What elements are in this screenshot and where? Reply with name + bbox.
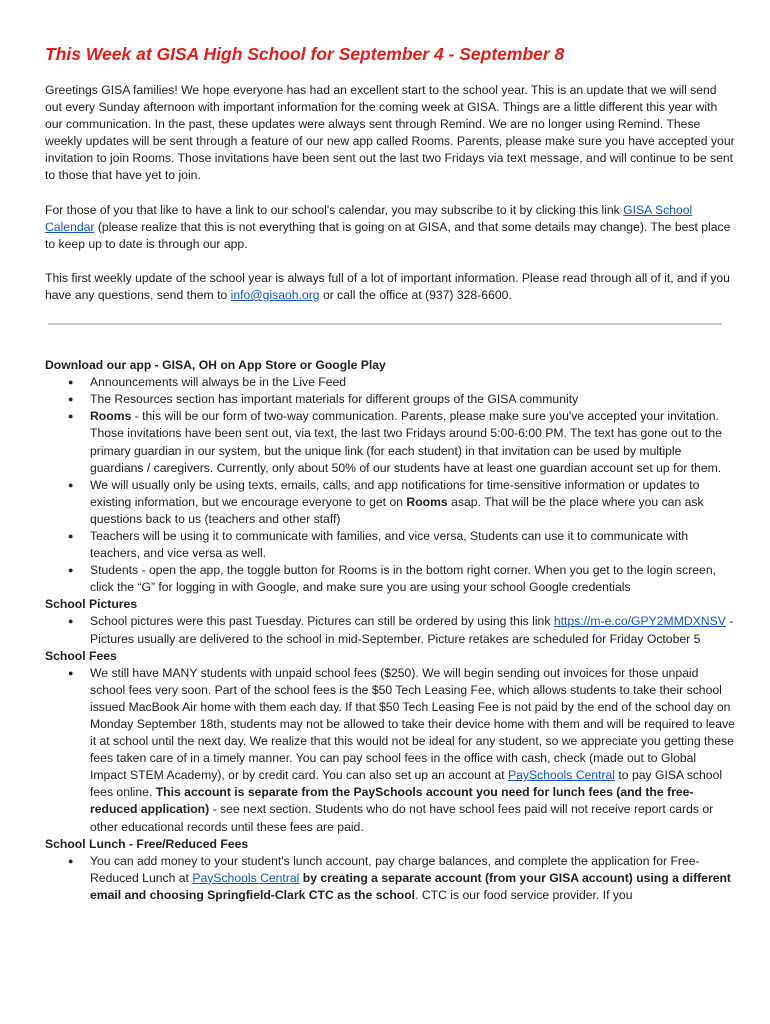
pictures-order-link[interactable]: https://m-e.co/GPY2MMDXNSV: [553, 614, 726, 629]
list-item: ● Announcements will always be in the Live Feed: [90, 374, 735, 391]
list-item: ● The Resources section has important materials for different groups of the GISA community: [90, 391, 735, 408]
intro-paragraph-3: This first weekly update of the school year is always full of a lot of important information. Please read through all of it, and if you have any questions, send them to info@gisaoh.org or call the office at (937) 328-6600.: [45, 270, 730, 302]
list-item: ● We still have MANY students with unpaid school fees ($250). We will begin sending out invoices for those unpaid school fees very soon. Part of the school fees is the $50 Tech Leasing Fee, which allows students to take their school issued MacBook Air home with them each day. If that $50 Tech Leasing Fee is not paid by the end of the school day on Monday September 18th, students may not be allowed to take their device home with them and will be required to leave it at school until the next day. We realize that this would not be ideal for any student, so we appreciate you getting these fees taken care of in a timely manner. You can pay school fees in the office with cash, check (made out to Global Impact STEM Academy), or by credit card. You can also set up an account at PaySchools Central to pay GISA school fees online. This account is separate from the PaySchools account you need for lunch fees (and the free-reduced application) - see next section. Students who do not have school fees paid will not receive report cards or other educational records until these fees are paid.: [90, 665, 735, 836]
fees-section-list: [45, 665, 735, 836]
document-page: [45, 42, 735, 904]
list-item: ● School pictures were this past Tuesday. Pictures can still be ordered by using this link https://m-e.co/GPY2MMDXNSV - Pictures usually are delivered to the school in mid-September. Picture retakes are scheduled for Friday October 5: [90, 613, 735, 647]
list-item: ● Teachers will be using it to communicate with families, and vice versa, Students can use it to communicate with teachers, and vice versa as well.: [90, 528, 735, 562]
horizontal-divider: [48, 323, 722, 325]
lunch-section-heading: School Lunch - Free/Reduced Fees: [45, 836, 249, 851]
intro-paragraph-2: For those of you that like to have a link to our school's calendar, you may subscribe to it by clicking this link GISA School Calendar (please realize that this is not everything that is going on at GISA, and that some details may change). The best place to keep up to date is through our app.: [45, 202, 731, 251]
calendar-link[interactable]: GISA School Calendar: [45, 202, 693, 234]
list-item: ● You can add money to your student's lunch account, pay charge balances, and complete the application for Free-Reduced Lunch at PaySchools Central by creating a separate account (from your GISA account) using a different email and choosing Springfield-Clark CTC as the school. CTC is our food service provider. If you: [90, 853, 735, 904]
email-link[interactable]: info@gisaoh.org: [230, 287, 320, 302]
payschools-link[interactable]: PaySchools Central: [507, 768, 616, 783]
list-item: ● Students - open the app, the toggle button for Rooms is in the bottom right corner. When you get to the login screen, click the “G” for logging in with Google, and make sure you are using your school Google credentials: [90, 562, 735, 596]
pictures-section-list: [45, 613, 735, 647]
list-item: ● Rooms - this will be our form of two-way communication. Parents, please make sure you've accepted your invitation. Those invitations have been sent out, via text, the last two Fridays around 5:00-6:00 PM. The text has gone out to the primary guardian in our system, but the unique link (for each student) in that invitation can be used by multiple guardians / caregivers. Currently, only about 50% of our students have at least one guardian account set up for them.: [90, 408, 735, 476]
lunch-section-list: [45, 853, 735, 904]
fees-section-heading: School Fees: [45, 648, 117, 663]
list-item: ● We will usually only be using texts, emails, calls, and app notifications for time-sensitive information or updates to existing information, but we encourage everyone to get on Rooms asap. That will be the place where you can ask questions back to us (teachers and other staff): [90, 477, 735, 528]
app-section-list: [45, 374, 735, 596]
app-section-heading: Download our app - GISA, OH on App Store or Google Play: [45, 358, 386, 373]
page-title: This Week at GISA High School for September 4 - September 8: [45, 44, 565, 64]
pictures-section-heading: School Pictures: [45, 597, 138, 612]
payschools-lunch-link[interactable]: PaySchools Central: [192, 870, 300, 885]
intro-paragraph-1: Greetings GISA families! We hope everyone has had an excellent start to the school year. This is an update that we will send out every Sunday afternoon with important information for the coming week at GISA. Things are a little different this year with our communication. In the past, these updates were always sent through Remind. We are no longer using Remind. These weekly updates will be sent through a feature of our new app called Rooms. Parents, please make sure you have accepted your invitation to join Rooms. Those invitations have been sent out the last two Fridays via text message, and will continue to be sent to those that have yet to join.: [45, 83, 735, 183]
